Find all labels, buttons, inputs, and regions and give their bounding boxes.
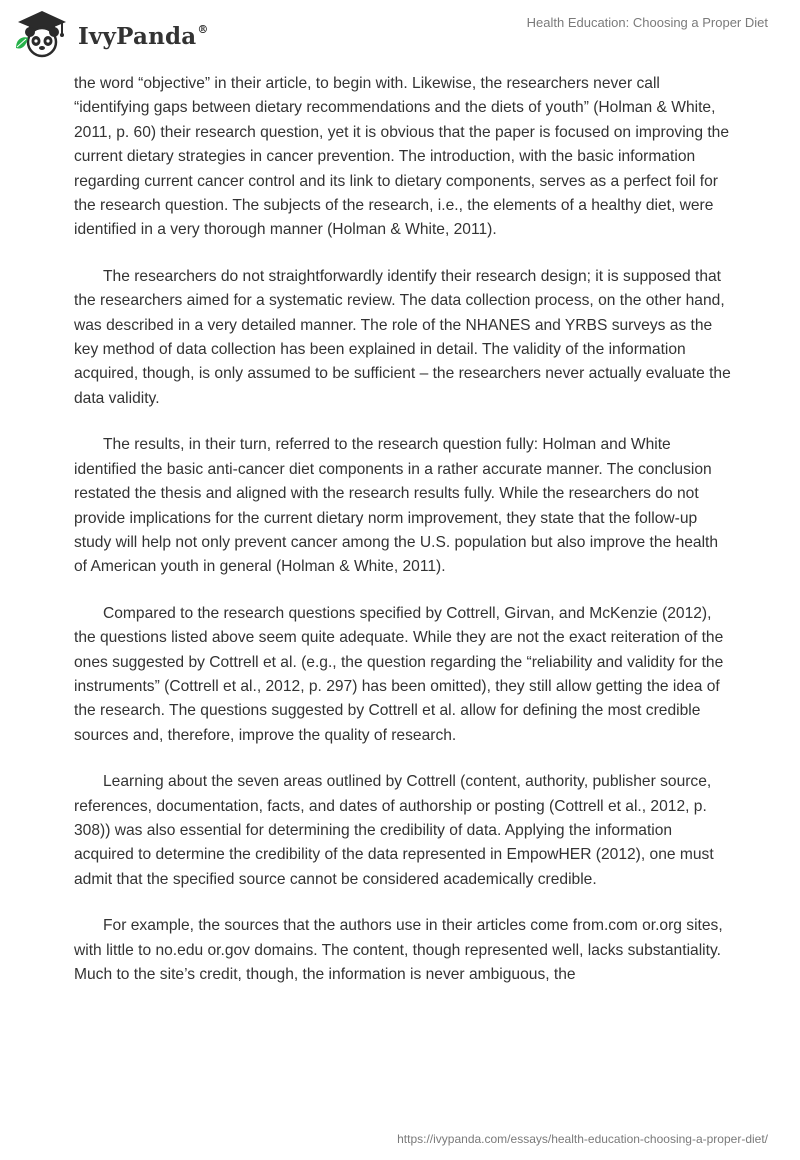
panda-graduation-cap-icon (12, 8, 72, 60)
paragraph: Compared to the research questions specified by Cottrell, Girvan, and McKenzie (2012), the questions listed above seem quite adequate. While they are not the exact reiteration of the ones suggested by Cottrell et al. (e.g., the question regarding the “reliability and validity for the instruments” (Cottrell et al., 2012, p. 297) has been omitted), they still allow getting the idea of the research. The questions suggested by Cottrell et al. allow for defining the most credible sources and, therefore, improve the quality of research. (74, 604, 724, 744)
ivypanda-logo[interactable] (12, 8, 209, 60)
paragraph: the word “objective” in their article, to begin with. Likewise, the researchers never call “identifying gaps between dietary recommendations and the diets of youth” (Holman & White, 2011, p. 60) their research question, yet it is obvious that the paper is focused on improving the current dietary strategies in cancer prevention. The introduction, with the basic information regarding current cancer control and its link to dietary components, serves as a perfect foil for the research question. The subjects of the research, i.e., the elements of a healthy diet, were identified in a very thorough manner (Holman & White, 2011). (74, 75, 730, 239)
paragraph: Learning about the seven areas outlined by Cottrell (content, authority, publisher source, references, documentation, facts, and dates of authorship or posting (Cottrell et al., 2012, p. 308)) was also essential for determining the credibility of data. Applying the information acquired to determine the credibility of the data represented in EmpowHER (2012), one must admit that the specified source cannot be considered academically credible. (74, 773, 714, 888)
logo-text: IvyPanda® (78, 22, 209, 50)
paragraph: The researchers do not straightforwardly identify their research design; it is supposed that the researchers aimed for a systematic review. The data collection process, on the other hand, was described in a very detailed manner. The role of the NHANES and YRBS surveys as the key method of data collection has been explained in detail. The validity of the information acquired, though, is only assumed to be sufficient – the researchers never actually evaluate the data validity. (74, 267, 731, 407)
essay-body (74, 72, 734, 1009)
page-title: Health Education: Choosing a Proper Diet (526, 15, 768, 30)
footer-source-url[interactable]: https://ivypanda.com/essays/health-education-choosing-a-proper-diet/ (397, 1132, 768, 1146)
registered-mark: ® (197, 22, 209, 36)
paragraph: For example, the sources that the authors use in their articles come from.com or.org sites, with little to no.edu or.gov domains. The content, though represented well, lacks substantiality. Much to the site’s credit, though, the information is never ambiguous, the (74, 917, 723, 983)
paragraph: The results, in their turn, referred to the research question fully: Holman and White identified the basic anti-cancer diet components in a rather accurate manner. The conclusion restated the thesis and aligned with the research results fully. While the researchers do not provide implications for the current dietary norm improvement, they state that the follow-up study will help not only prevent cancer among the U.S. population but also improve the health of American youth in general (Holman & White, 2011). (74, 436, 719, 576)
page-header (0, 0, 800, 70)
